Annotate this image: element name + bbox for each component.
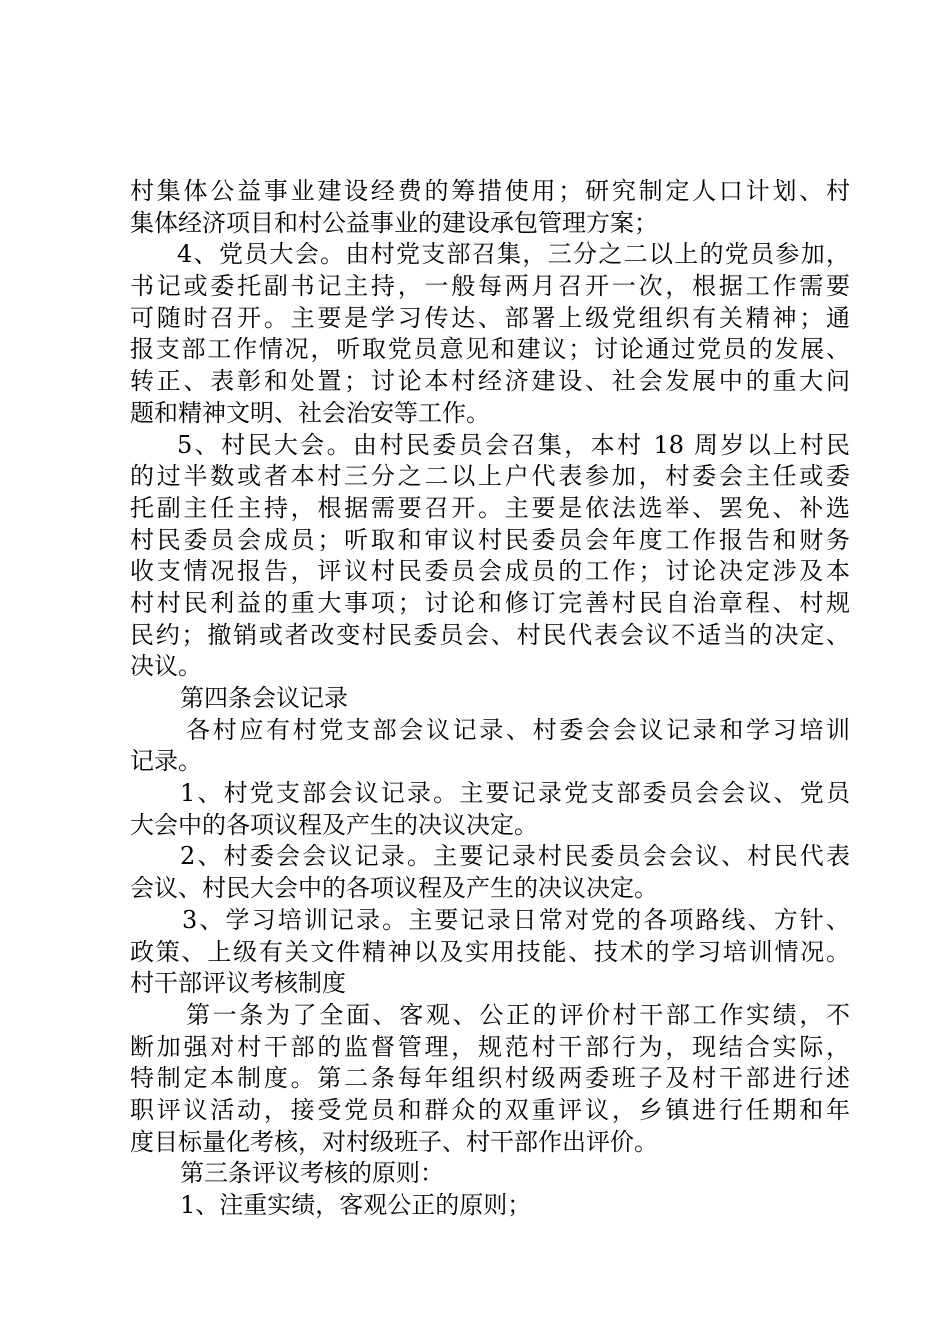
section-heading: 第四条会议记录 [180,684,348,712]
text-line: 职评议活动，接受党员和群众的双重评议，乡镇进行任期和年 [130,1095,850,1124]
text-line: 书记或委托副书记主持，一般每两月召开一次，根据工作需要 [130,272,850,301]
text-line: 大会中的各项议程及产生的决议决定。 [130,810,538,839]
text-line: 1、村党支部会议记录。主要记录党支部委员会会议、党员 [180,779,850,808]
text-line: 托副主任主持，根据需要召开。主要是依法选举、罢免、补选 [130,493,850,522]
text-line: 特制定本制度。第二条每年组织村级两委班子及村干部进行述 [130,1064,850,1093]
text-line: 村集体公益事业建设经费的筹措使用；研究制定人口计划、村 [130,177,850,205]
text-line: 村村民利益的重大事项；讨论和修订完善村民自治章程、村规 [130,588,850,617]
text-line: 1、注重实绩，客观公正的原则； [180,1191,532,1219]
text-line: 3、学习培训记录。主要记录日常对党的各项路线、方针、 [182,905,850,934]
section-heading: 村干部评议考核制度 [130,969,346,998]
text-line: 可随时召开。主要是学习传达、部署上级党组织有关精神；通 [130,303,850,332]
text-line: 会议、村民大会中的各项议程及产生的决议决定。 [130,874,658,903]
text-line: 收支情况报告，评议村民委员会成员的工作；讨论决定涉及本 [130,557,850,586]
text-line: 政策、上级有关文件精神以及实用技能、技术的学习培训情况。 [130,937,850,966]
text-line: 记录。 [130,747,202,776]
text-line: 5、村民大会。由村民委员会召集，本村 18 周岁以上村民 [177,430,850,459]
document-body [130,176,850,1222]
text-line: 题和精神文明、社会治安等工作。 [130,398,490,427]
text-line: 转正、表彰和处置；讨论本村经济建设、社会发展中的重大问 [130,367,850,396]
text-line: 各村应有村党支部会议记录、村委会会议记录和学习培训 [186,715,850,744]
text-line: 2、村委会会议记录。主要记录村民委员会会议、村民代表 [180,842,850,871]
text-line: 村民委员会成员；听取和审议村民委员会年度工作报告和财务 [130,525,850,554]
text-line: 集体经济项目和村公益事业的建设承包管理方案； [130,208,658,237]
text-line: 度目标量化考核，对村级班子、村干部作出评价。 [130,1127,658,1156]
text-line: 第一条为了全面、客观、公正的评价村干部工作实绩，不 [186,1000,850,1029]
text-line: 第三条评议考核的原则： [180,1159,444,1188]
text-line: 决议。 [130,652,202,681]
text-line: 断加强对村干部的监督管理，规范村干部行为，现结合实际， [130,1032,850,1061]
text-line: 报支部工作情况，听取党员意见和建议；讨论通过党员的发展、 [130,335,850,364]
text-line: 的过半数或者本村三分之二以上户代表参加，村委会主任或委 [130,462,850,491]
text-line: 民约；撤销或者改变村民委员会、村民代表会议不适当的决定、 [130,620,850,649]
text-line: 4、党员大会。由村党支部召集，三分之二以上的党员参加， [177,240,850,269]
